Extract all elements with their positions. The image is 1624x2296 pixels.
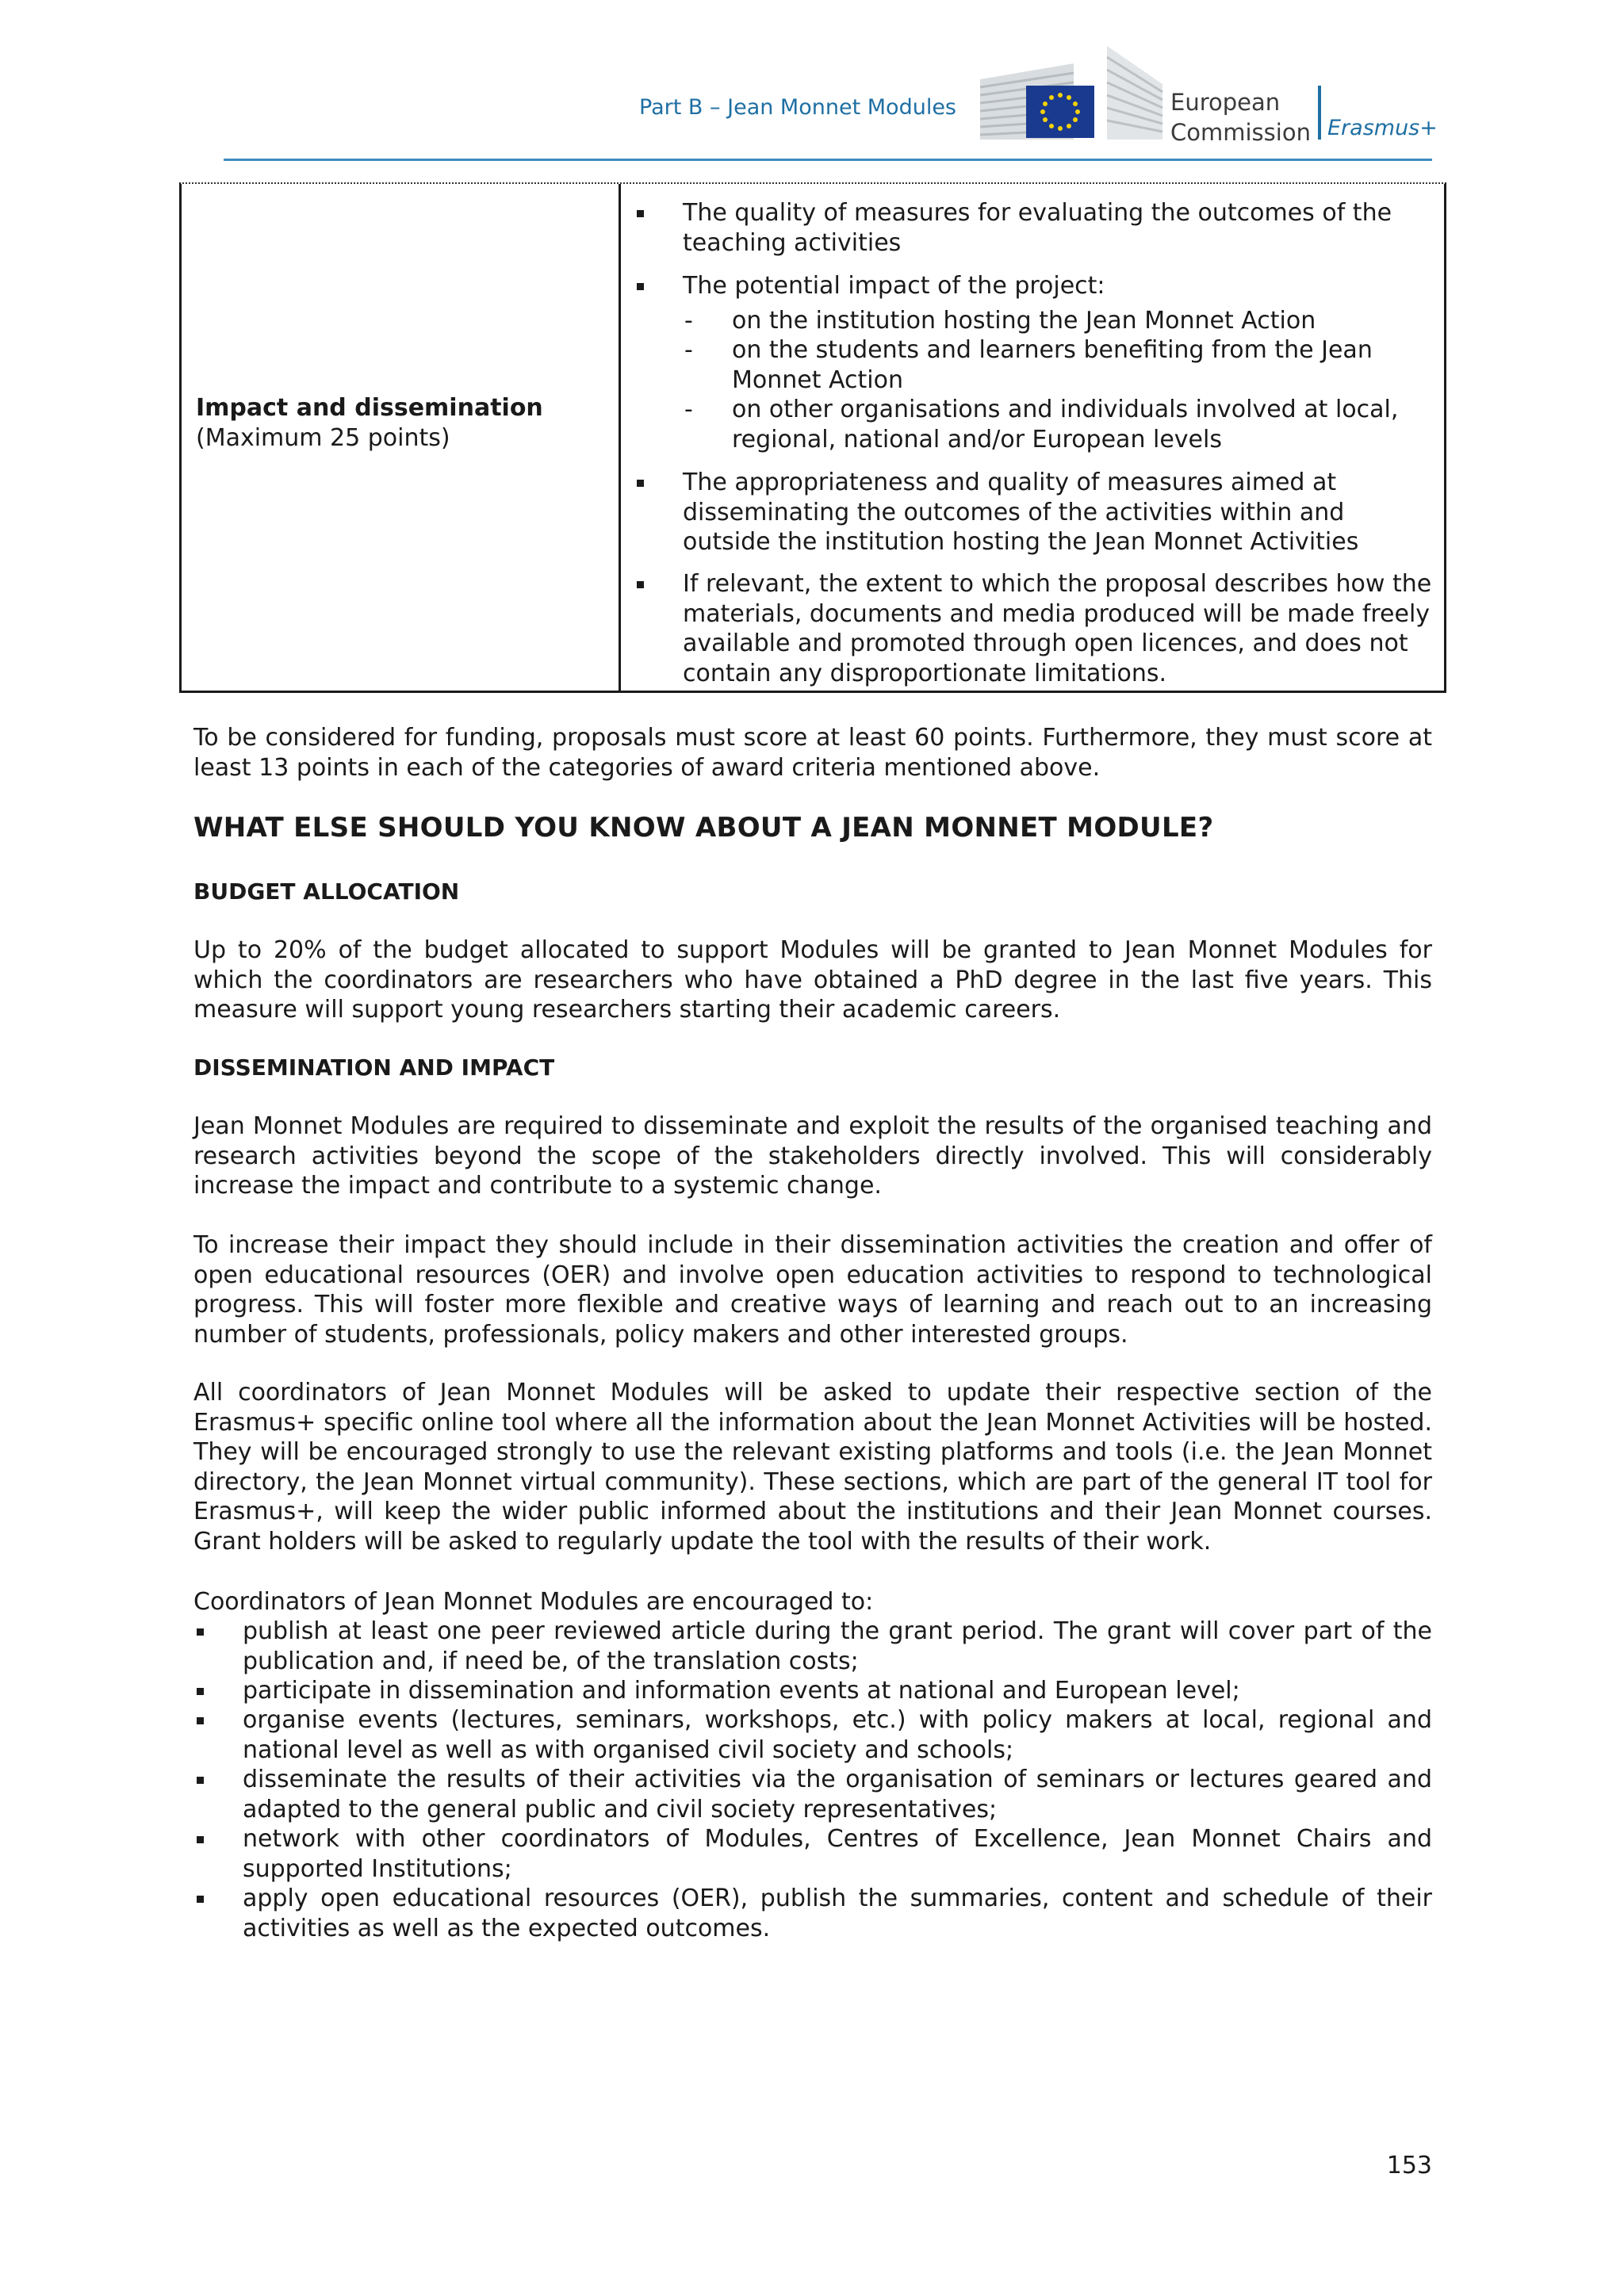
erasmus-plus-label: Erasmus+ [1327,116,1438,140]
list-item-text: disseminate the results of their activities via the organisation of seminars or lectures geared and adapted to the general public and civil society representatives; [243,1766,1432,1823]
dash-marker: - [684,396,693,423]
bullet-square-icon [197,1836,204,1843]
bullet-square-icon [637,581,644,588]
list-item-text: participate in dissemination and information events at national and European level; [243,1677,1240,1705]
dissemination-paragraph-2: To increase their impact they should include in their dissemination activities the creation and offer of open educational resources (OER) and involve open education activities to respond to technological progress. This will foster more flexible and creative ways of learning and reach out to an increasing number of students, professionals, policy makers and other interested groups. [193,1231,1432,1349]
list-item-text: If relevant, the extent to which the proposal describes how the materials, documents and media produced will be made freely available and promoted through open licences, and does not contain any disproportionate limitations. [683,570,1432,687]
list-item-text: The quality of measures for evaluating the outcomes of the teaching activities [683,199,1392,257]
header-rule [224,159,1432,161]
page-number: 153 [1386,2152,1432,2179]
criterion-cell [182,184,621,691]
sub-list-item-text: on the institution hosting the Jean Monnet Action [732,307,1316,335]
budget-paragraph: Up to 20% of the budget allocated to support Modules will be granted to Jean Monnet Modules for which the coordinators are researchers who have obtained a PhD degree in the last five years. This measure will support young researchers starting their academic careers. [193,936,1432,1024]
bullet-square-icon [637,480,644,487]
criterion-title: Impact and dissemination [196,394,543,422]
bullet-square-icon [197,1688,204,1695]
bullet-square-icon [197,1628,204,1636]
bullet-square-icon [637,283,644,290]
list-item-text: publish at least one peer reviewed article during the grant period. The grant will cover part of the publication and, if need be, of the translation costs; [243,1617,1432,1675]
bullet-square-icon [197,1896,204,1903]
dissemination-paragraph-1: Jean Monnet Modules are required to disseminate and exploit the results of the organised teaching and research activities beyond the scope of the stakeholders directly involved. This will considerably increase the impact and contribute to a systemic change. [193,1112,1432,1200]
section-heading: WHAT ELSE SHOULD YOU KNOW ABOUT A JEAN MONNET MODULE? [193,812,1214,844]
subheading-dissemination: DISSEMINATION AND IMPACT [193,1054,555,1081]
list-item-text: network with other coordinators of Modules, Centres of Excellence, Jean Monnet Chairs and supported Institutions; [243,1825,1432,1883]
logo-wordmark [1170,87,1311,147]
bullet-square-icon [637,210,644,217]
page-header [0,0,1624,166]
subheading-budget: BUDGET ALLOCATION [193,878,460,905]
list-item-text: apply open educational resources (OER), publish the summaries, content and schedule of their activities as well as the expected outcomes. [243,1885,1432,1942]
dash-marker: - [684,336,693,364]
dissemination-paragraph-3: All coordinators of Jean Monnet Modules will be asked to update their respective section of the Erasmus+ specific online tool where all the information about the Jean Monnet Activities will be hosted. They will be encouraged strongly to use the relevant existing platforms and tools (i.e. the Jean Monnet directory, the Jean Monnet virtual community). These sections, which are part of the general IT tool for Erasmus+, will keep the wider public informed about the institutions and their Jean Monnet courses. Grant holders will be asked to regularly update the tool with the results of their work. [193,1379,1432,1556]
funding-paragraph: To be considered for funding, proposals must score at least 60 points. Furthermore, they must score at least 13 points in each of the categories of award criteria mentioned above. [193,724,1432,782]
logo-line-european: European [1170,89,1281,116]
list-item-text: organise events (lectures, seminars, workshops, etc.) with policy makers at local, regional and national level as well as with organised civil society and schools; [243,1706,1432,1764]
criterion-max-points: (Maximum 25 points) [196,424,450,452]
sub-list-item-text: on the students and learners benefiting from the Jean Monnet Action [732,336,1373,394]
list-item-text: The potential impact of the project: [683,272,1105,300]
list-item-text: The appropriateness and quality of measures aimed at disseminating the outcomes of the activities within and outside the institution hosting the Jean Monnet Activities [683,469,1359,556]
dash-marker: - [684,307,693,335]
sub-list-item-text: on other organisations and individuals involved at local, regional, national and/or European levels [732,396,1399,453]
logo-separator [1318,86,1321,140]
eu-flag-icon [1026,86,1094,138]
award-criteria-table [179,182,1446,693]
bullet-square-icon [197,1717,204,1724]
section-title: Part B – Jean Monnet Modules [639,95,956,120]
bullet-square-icon [197,1777,204,1784]
criterion-details-cell [621,184,1446,691]
logo-line-commission: Commission [1170,119,1311,146]
coordinators-intro: Coordinators of Jean Monnet Modules are encouraged to: [193,1588,874,1616]
